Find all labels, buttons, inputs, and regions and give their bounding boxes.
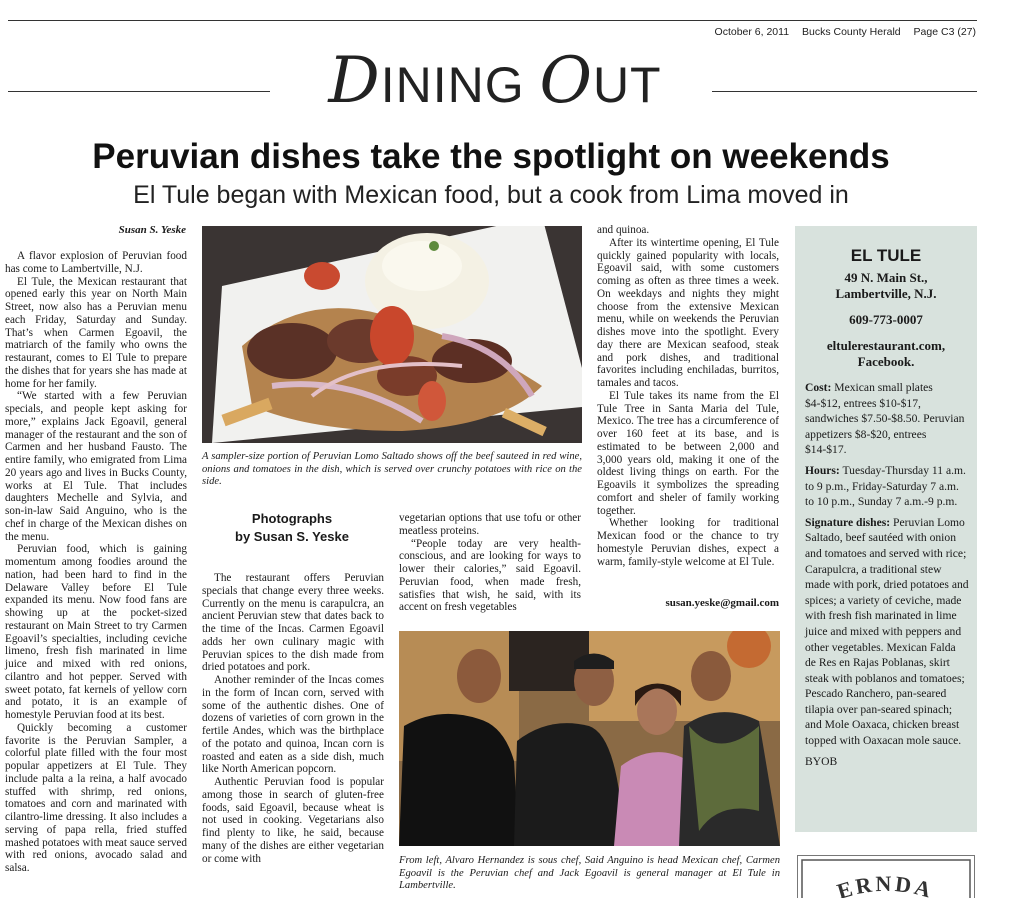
author-email: susan.yeske@gmail.com — [665, 597, 779, 609]
paragraph: vegetarian options that use tofu or other meatless proteins. — [399, 512, 581, 537]
restaurant-info-box — [795, 226, 977, 832]
paragraph: “People today are very health-conscious, and are looking for ways to lower their calories,” said Egoavil. Peruvian food, when made fresh, satisfies that wish, he said, with its accent on fresh vegetables — [399, 537, 581, 614]
page-number: Page C3 (27) — [913, 26, 976, 38]
top-rule — [8, 20, 977, 21]
paragraph: Quickly becoming a customer favorite is the Peruvian Sampler, a colorful plate filled with the four most popular appetizers at El Tule. They include palta a la reina, a half avocado stuffed with shrimp, red onions, tomatoes and corn and marinated with cilantro-lime dressing. It also includes a serving of papa rella, fried stuffed mashed potatoes with meat sauce served with red onions, avocado salad and salsa. — [5, 721, 187, 874]
paragraph: Whether looking for traditional Mexican food or the chance to try homestyle Peruvian dishes, expect a warm, family-style welcome at El Tule. — [597, 517, 779, 568]
paragraph: Authentic Peruvian food is popular among those in search of gluten-free foods, said Egoavil, because wheat is not used in cooking. Vegetarians also find plenty to like, he said, because many of the dishes are either vegetarian or come with — [202, 776, 384, 865]
cost-info: Cost: Mexican small plates $4-$12, entrees $10-$17, sandwiches $7.50-$8.50. Peruvian appetizers $8-$20, entrees $14-$17. — [805, 381, 965, 457]
article-column-2 — [202, 572, 384, 897]
staff-photo — [399, 631, 780, 846]
paragraph: El Tule takes its name from the El Tule Tree in Santa Maria del Tule, Mexico. The tree has a circumference of over 160 feet at its base, and is estimated to be between 2,000 and 3,000 years old, making it one of the oldest living things on earth. For the Egoavils it symbolizes the spreading comfort and sheler of family working together. — [597, 389, 779, 517]
paragraph: “We started with a few Peruvian specials, and people kept asking for more,” explains Jack Egoavil, general manager of the restaurant and the son of Carmen and her husband Fausto. The entire family, who emigrated from Lima 20 years ago and lives in Bucks County, works at El Tule. That includes daughters Mechelle and Sylvia, and son-in-law Said Anguino, who is the chef in charge of the Mexican dishes on the menu. — [5, 390, 187, 543]
paper-name: Bucks County Herald — [801, 26, 901, 38]
hours-info: Hours: Tuesday-Thursday 11 a.m. to 9 p.m., Friday-Saturday 7 a.m. to 10 p.m., Sunday 7 a.m.-9 p.m. — [805, 463, 966, 509]
dateline — [705, 26, 976, 38]
food-photo-caption: A sampler-size portion of Peruvian Lomo Saltado shows off the beef sauteed in red wine, onions and tomatoes in the dish, which is served over crunchy potatoes with rice on the side. — [202, 451, 582, 487]
article-column-1 — [5, 250, 187, 895]
subheadline: El Tule began with Mexican food, but a cook from Lima moved in — [133, 181, 849, 209]
masthead-rule-right — [712, 91, 977, 92]
restaurant-phone: 609-773-0007 — [849, 312, 923, 327]
paragraph: The restaurant offers Peruvian specials that change every three weeks. Currently on the menu is carapulcra, an ancient Peruvian stew that dates back to the time of the Incas. Carmen Egoavil adds her own culinary magic with Peruvian spices to the dish made from dried potatoes and pork. — [202, 572, 384, 674]
photo-credit: Photographs by Susan S. Yeske — [235, 511, 349, 544]
byob-info: BYOB — [805, 754, 838, 768]
next-ad-stamp — [797, 855, 975, 898]
paragraph: Peruvian food, which is gaining momentum among foodies around the nation, had been hard to find in the Delaware Valley before El Tule expanded its menu. Now food fans are showing up at the pocket-sized restaurant on Main Street to try Carmen Egoavil’s specialties, including ceviche limeno, fresh fish marinated in lime juice and mixed with red onions, cilantro and hot pepper. Served with sweet potato, fat kernels of yellow corn and potato, it is an example of homestyle Peruvian food at its best. — [5, 543, 187, 721]
article-column-4 — [597, 224, 779, 594]
lomo-saltado-image — [202, 226, 582, 443]
article-column-3 — [399, 512, 581, 622]
paragraph: A flavor explosion of Peruvian food has come to Lambertville, N.J. — [5, 250, 187, 275]
signature-dishes-info: Signature dishes: Peruvian Lomo Saltado, beef sautéed with onion and tomatoes and served with rice; Carapulcra, a traditional stew made with pork, dried potatoes and spices; a variety of ceviche, made with fresh fish marinated in lime juice and mixed with peppers and other vegetables. Mexican Falda de Res en Rajas Poblanas, skirt steak with poblanos and tomatoes; Pescado Ranchero, pan-seared tilapia over pan-seared spinach; and Mole Oaxaca, chicken breast topped with Oaxacan mole sauce. — [805, 515, 969, 748]
ad-stamp-image — [798, 856, 974, 898]
food-photo — [202, 226, 582, 443]
paragraph: After its wintertime opening, El Tule quickly gained popularity with locals, Egoavil said, with some customers coming as often as three times a week. On weekdays and nights they might choose from the extensive Mexican menu, while on weekends the Peruvian dishes move into the spotlight. Every day there are Mexican seafood, steak and pork dishes, and traditional favorites including enchiladas, burritos, tamales and tacos. — [597, 236, 779, 389]
restaurant-name: EL TULE — [850, 246, 922, 265]
restaurant-address: 49 N. Main St., Lambertville, N.J. — [835, 270, 937, 301]
restaurant-web: eltulerestaurant.com, Facebook. — [826, 338, 946, 369]
svg-text:ERNDA — [834, 871, 936, 898]
paragraph: and quinoa. — [597, 224, 650, 236]
restaurant-details — [805, 380, 969, 769]
paragraph: Another reminder of the Incas comes in the form of Incan corn, served with some of the authentic dishes. One of dozens of varieties of corn grown in the fertile Andes, which was the birthplace of the potato and quinoa, Incan corn is roasted and eaten as a side dish, much like North American popcorn. — [202, 674, 384, 776]
section-title: DINING OUT — [328, 44, 662, 118]
el-tule-staff-image — [399, 631, 780, 846]
paragraph: El Tule, the Mexican restaurant that opened early this year on North Main Street, now also has a Peruvian menu each Friday, Saturday and Sunday. That’s when Carmen Egoavil, the matriarch of the family who owns the restaurant, comes to El Tule to prepare the dishes that for years she has made at home for her family. — [5, 275, 187, 390]
masthead-rule-left — [8, 91, 270, 92]
headline: Peruvian dishes take the spotlight on weekends — [92, 137, 890, 176]
byline: Susan S. Yeske — [118, 224, 186, 236]
staff-photo-caption: From left, Alvaro Hernandez is sous chef, Said Anguino is head Mexican chef, Carmen Egoavil is the Peruvian chef and Jack Egoavil is general manager at El Tule in Lambertville. — [399, 855, 780, 891]
issue-date: October 6, 2011 — [714, 26, 790, 38]
ad-stamp-text: ERNDA — [834, 870, 937, 898]
